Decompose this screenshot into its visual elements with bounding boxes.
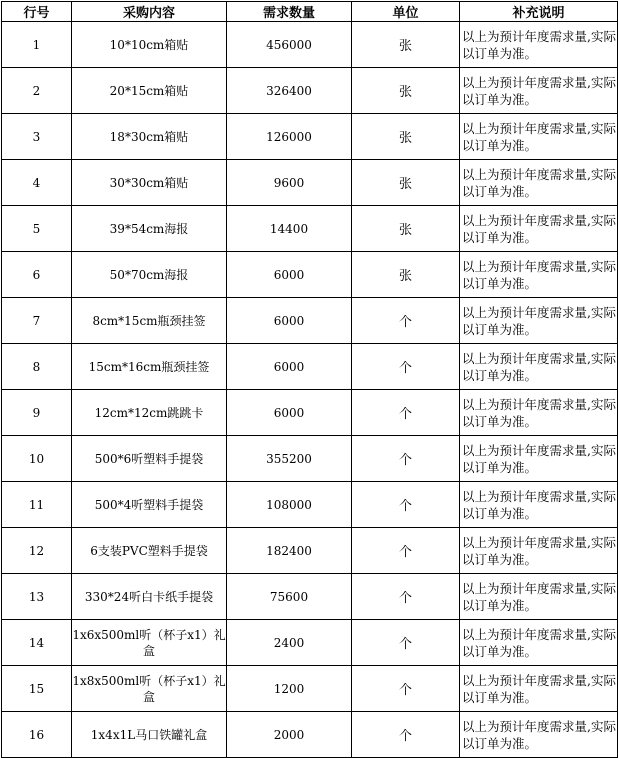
unit-cell: 张	[352, 114, 460, 160]
quantity-cell: 9600	[227, 160, 352, 206]
content-cell: 30*30cm箱贴	[72, 160, 227, 206]
row-number-cell: 14	[2, 620, 72, 666]
quantity-cell: 6000	[227, 298, 352, 344]
unit-cell: 张	[352, 68, 460, 114]
quantity-cell: 6000	[227, 344, 352, 390]
note-cell: 以上为预计年度需求量,实际以订单为准。	[460, 22, 618, 68]
row-number-cell: 6	[2, 252, 72, 298]
quantity-cell: 456000	[227, 22, 352, 68]
content-cell: 39*54cm海报	[72, 206, 227, 252]
table-row	[2, 528, 618, 574]
quantity-cell: 108000	[227, 482, 352, 528]
quantity-cell: 14400	[227, 206, 352, 252]
quantity-cell: 2400	[227, 620, 352, 666]
row-number-cell: 2	[2, 68, 72, 114]
row-number-cell: 11	[2, 482, 72, 528]
table-row	[2, 390, 618, 436]
note-cell: 以上为预计年度需求量,实际以订单为准。	[460, 252, 618, 298]
table-row	[2, 574, 618, 620]
table-row	[2, 22, 618, 68]
content-cell: 15cm*16cm瓶颈挂签	[72, 344, 227, 390]
note-cell: 以上为预计年度需求量,实际以订单为准。	[460, 574, 618, 620]
row-number-cell: 1	[2, 22, 72, 68]
note-cell: 以上为预计年度需求量,实际以订单为准。	[460, 206, 618, 252]
quantity-cell: 182400	[227, 528, 352, 574]
note-cell: 以上为预计年度需求量,实际以订单为准。	[460, 436, 618, 482]
table-row	[2, 712, 618, 758]
table-row	[2, 298, 618, 344]
content-cell: 1x6x500ml听（杯子x1）礼盒	[72, 620, 227, 666]
row-number-cell: 15	[2, 666, 72, 712]
header-unit: 单位	[352, 2, 460, 22]
note-cell: 以上为预计年度需求量,实际以订单为准。	[460, 160, 618, 206]
quantity-cell: 6000	[227, 252, 352, 298]
table-row	[2, 252, 618, 298]
unit-cell: 张	[352, 160, 460, 206]
table-row	[2, 344, 618, 390]
row-number-cell: 10	[2, 436, 72, 482]
unit-cell: 个	[352, 436, 460, 482]
quantity-cell: 326400	[227, 68, 352, 114]
note-cell: 以上为预计年度需求量,实际以订单为准。	[460, 528, 618, 574]
unit-cell: 个	[352, 712, 460, 758]
row-number-cell: 13	[2, 574, 72, 620]
quantity-cell: 1200	[227, 666, 352, 712]
row-number-cell: 9	[2, 390, 72, 436]
header-row-no: 行号	[2, 2, 72, 22]
content-cell: 50*70cm海报	[72, 252, 227, 298]
table-row	[2, 114, 618, 160]
note-cell: 以上为预计年度需求量,实际以订单为准。	[460, 390, 618, 436]
quantity-cell: 2000	[227, 712, 352, 758]
content-cell: 12cm*12cm跳跳卡	[72, 390, 227, 436]
unit-cell: 个	[352, 390, 460, 436]
content-cell: 1x4x1L马口铁罐礼盒	[72, 712, 227, 758]
table-row	[2, 160, 618, 206]
note-cell: 以上为预计年度需求量,实际以订单为准。	[460, 482, 618, 528]
row-number-cell: 3	[2, 114, 72, 160]
table-row	[2, 68, 618, 114]
content-cell: 1x8x500ml听（杯子x1）礼盒	[72, 666, 227, 712]
content-cell: 20*15cm箱贴	[72, 68, 227, 114]
content-cell: 18*30cm箱贴	[72, 114, 227, 160]
unit-cell: 张	[352, 252, 460, 298]
table-row	[2, 206, 618, 252]
table-row	[2, 666, 618, 712]
unit-cell: 个	[352, 344, 460, 390]
table-row	[2, 436, 618, 482]
unit-cell: 个	[352, 482, 460, 528]
quantity-cell: 126000	[227, 114, 352, 160]
unit-cell: 个	[352, 620, 460, 666]
header-row	[2, 2, 618, 22]
unit-cell: 张	[352, 22, 460, 68]
header-content: 采购内容	[72, 2, 227, 22]
content-cell: 330*24听白卡纸手提袋	[72, 574, 227, 620]
table-row	[2, 482, 618, 528]
procurement-table	[1, 1, 618, 758]
unit-cell: 张	[352, 206, 460, 252]
unit-cell: 个	[352, 528, 460, 574]
note-cell: 以上为预计年度需求量,实际以订单为准。	[460, 620, 618, 666]
row-number-cell: 7	[2, 298, 72, 344]
quantity-cell: 75600	[227, 574, 352, 620]
content-cell: 10*10cm箱贴	[72, 22, 227, 68]
note-cell: 以上为预计年度需求量,实际以订单为准。	[460, 298, 618, 344]
note-cell: 以上为预计年度需求量,实际以订单为准。	[460, 344, 618, 390]
unit-cell: 个	[352, 666, 460, 712]
note-cell: 以上为预计年度需求量,实际以订单为准。	[460, 114, 618, 160]
unit-cell: 个	[352, 298, 460, 344]
row-number-cell: 5	[2, 206, 72, 252]
row-number-cell: 12	[2, 528, 72, 574]
table-row	[2, 620, 618, 666]
header-quantity: 需求数量	[227, 2, 352, 22]
content-cell: 6支装PVC塑料手提袋	[72, 528, 227, 574]
note-cell: 以上为预计年度需求量,实际以订单为准。	[460, 666, 618, 712]
note-cell: 以上为预计年度需求量,实际以订单为准。	[460, 68, 618, 114]
content-cell: 500*4听塑料手提袋	[72, 482, 227, 528]
row-number-cell: 16	[2, 712, 72, 758]
quantity-cell: 6000	[227, 390, 352, 436]
note-cell: 以上为预计年度需求量,实际以订单为准。	[460, 712, 618, 758]
quantity-cell: 355200	[227, 436, 352, 482]
content-cell: 500*6听塑料手提袋	[72, 436, 227, 482]
row-number-cell: 8	[2, 344, 72, 390]
unit-cell: 个	[352, 574, 460, 620]
content-cell: 8cm*15cm瓶颈挂签	[72, 298, 227, 344]
row-number-cell: 4	[2, 160, 72, 206]
header-note: 补充说明	[460, 2, 618, 22]
